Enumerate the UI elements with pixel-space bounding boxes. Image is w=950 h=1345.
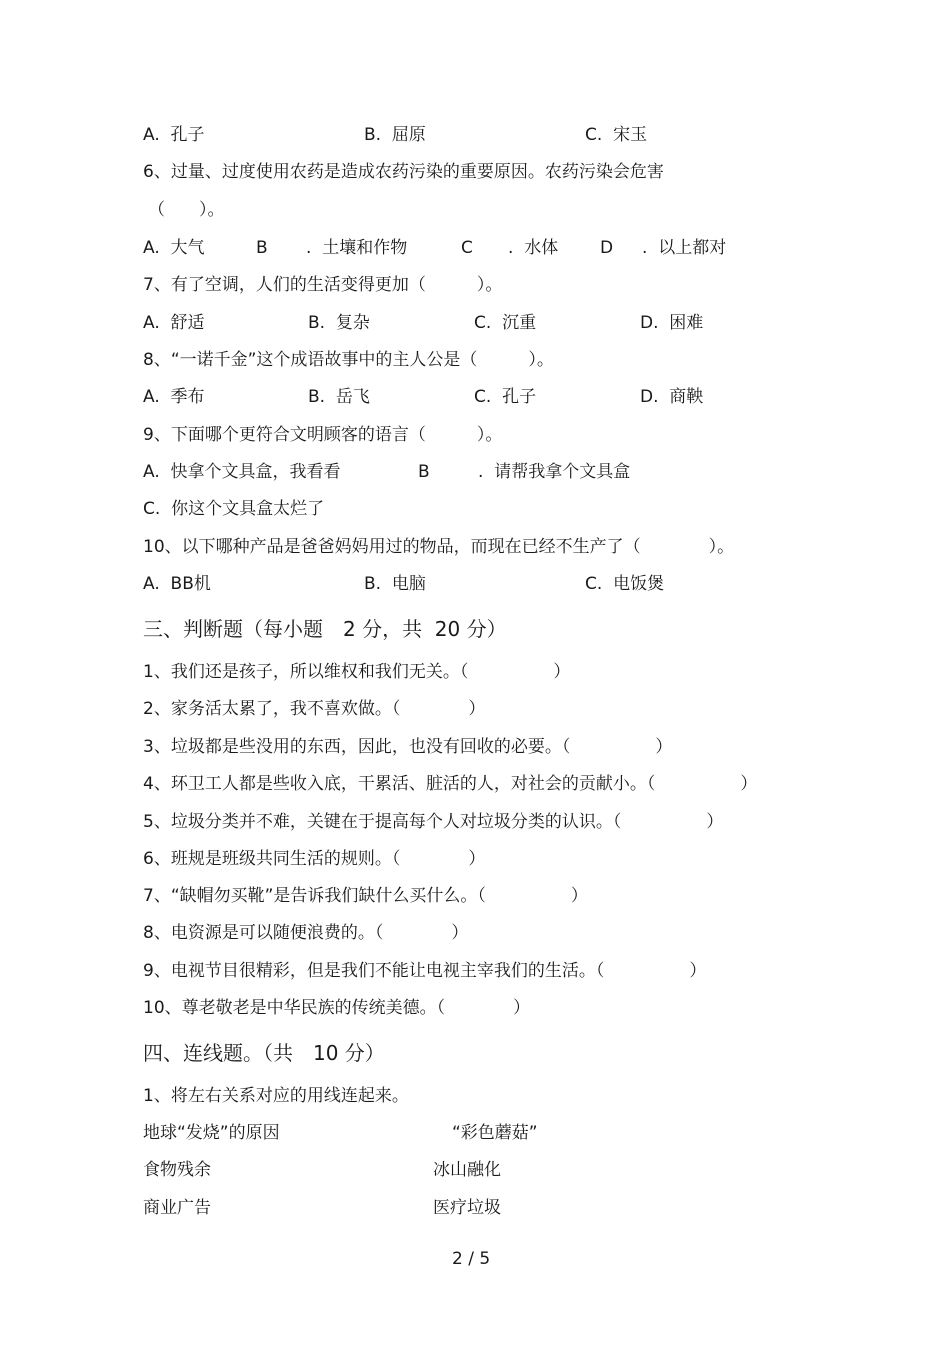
q6-option-a: A. 大气	[143, 238, 205, 258]
q9-option-a: A. 快拿个文具盒，我看看	[143, 462, 341, 482]
q9-option-b-text: . 请帮我拿个文具盒	[478, 462, 631, 482]
page-number: 2 / 5	[452, 1249, 491, 1269]
q6-option-d-letter: D	[600, 238, 614, 258]
judgement-item-2: 2、家务活太累了，我不喜欢做。（ ）	[143, 699, 486, 719]
matching-left-item-3: 商业广告	[143, 1198, 211, 1218]
q9-option-c: C. 你这个文具盒太烂了	[143, 499, 325, 519]
q7-stem: 7、有了空调，人们的生活变得更加（ ）。	[143, 275, 503, 295]
q6-option-d-text: . 以上都对	[642, 238, 727, 258]
judgement-item-9: 9、电视节目很精彩，但是我们不能让电视主宰我们的生活。（ ）	[143, 961, 707, 981]
q6-stem-line2: （ ）。	[148, 200, 225, 220]
section4-heading: 四、连线题。（共 10 分）	[143, 1041, 385, 1065]
judgement-item-1: 1、我们还是孩子，所以维权和我们无关。（ ）	[143, 662, 571, 682]
matching-instruction: 1、将左右关系对应的用线连起来。	[143, 1086, 409, 1106]
q5-option-c: C. 宋玉	[585, 125, 648, 145]
q10-option-a: A. BB机	[143, 574, 211, 594]
q7-option-b: B. 复杂	[308, 313, 370, 333]
matching-left-item-2: 食物残余	[143, 1160, 211, 1180]
q8-stem: 8、“一诺千金”这个成语故事中的主人公是（ ）。	[143, 350, 554, 370]
judgement-item-7: 7、“缺帽勿买靴”是告诉我们缺什么买什么。（ ）	[143, 886, 588, 906]
q6-option-c-letter: C	[461, 238, 473, 258]
judgement-item-3: 3、垃圾都是些没用的东西，因此，也没有回收的必要。（ ）	[143, 737, 673, 757]
q7-option-c: C. 沉重	[474, 313, 537, 333]
q8-option-d: D. 商鞅	[640, 387, 704, 407]
q8-option-c: C. 孔子	[474, 387, 537, 407]
q9-option-b-letter: B	[418, 462, 430, 482]
q5-option-a: A. 孔子	[143, 125, 205, 145]
q8-option-b: B. 岳飞	[308, 387, 370, 407]
matching-right-item-1: “彩色蘑菇”	[452, 1123, 538, 1143]
judgement-item-10: 10、尊老敬老是中华民族的传统美德。（ ）	[143, 998, 531, 1018]
q6-option-c-text: . 水体	[508, 238, 559, 258]
q10-option-b: B. 电脑	[364, 574, 426, 594]
q8-option-a: A. 季布	[143, 387, 205, 407]
matching-left-item-1: 地球“发烧”的原因	[143, 1123, 280, 1143]
judgement-item-4: 4、环卫工人都是些收入底，干累活、脏活的人，对社会的贡献小。（ ）	[143, 774, 758, 794]
q9-stem: 9、下面哪个更符合文明顾客的语言（ ）。	[143, 425, 503, 445]
q10-option-c: C. 电饭煲	[585, 574, 665, 594]
judgement-item-8: 8、电资源是可以随便浪费的。（ ）	[143, 923, 469, 943]
q5-option-b: B. 屈原	[364, 125, 426, 145]
q7-option-d: D. 困难	[640, 313, 704, 333]
matching-right-item-3: 医疗垃圾	[433, 1198, 501, 1218]
q6-option-b-letter: B	[256, 238, 268, 258]
section3-heading: 三、判断题（每小题 2 分，共 20 分）	[143, 617, 507, 641]
matching-right-item-2: 冰山融化	[433, 1160, 501, 1180]
q6-stem-line1: 6、过量、过度使用农药是造成农药污染的重要原因。农药污染会危害	[143, 162, 664, 182]
judgement-item-5: 5、垃圾分类并不难，关键在于提高每个人对垃圾分类的认识。（ ）	[143, 812, 724, 832]
q7-option-a: A. 舒适	[143, 313, 205, 333]
q10-stem: 10、以下哪种产品是爸爸妈妈用过的物品，而现在已经不生产了（ ）。	[143, 537, 735, 557]
q6-option-b-text: . 土壤和作物	[306, 238, 408, 258]
judgement-item-6: 6、班规是班级共同生活的规则。（ ）	[143, 849, 486, 869]
